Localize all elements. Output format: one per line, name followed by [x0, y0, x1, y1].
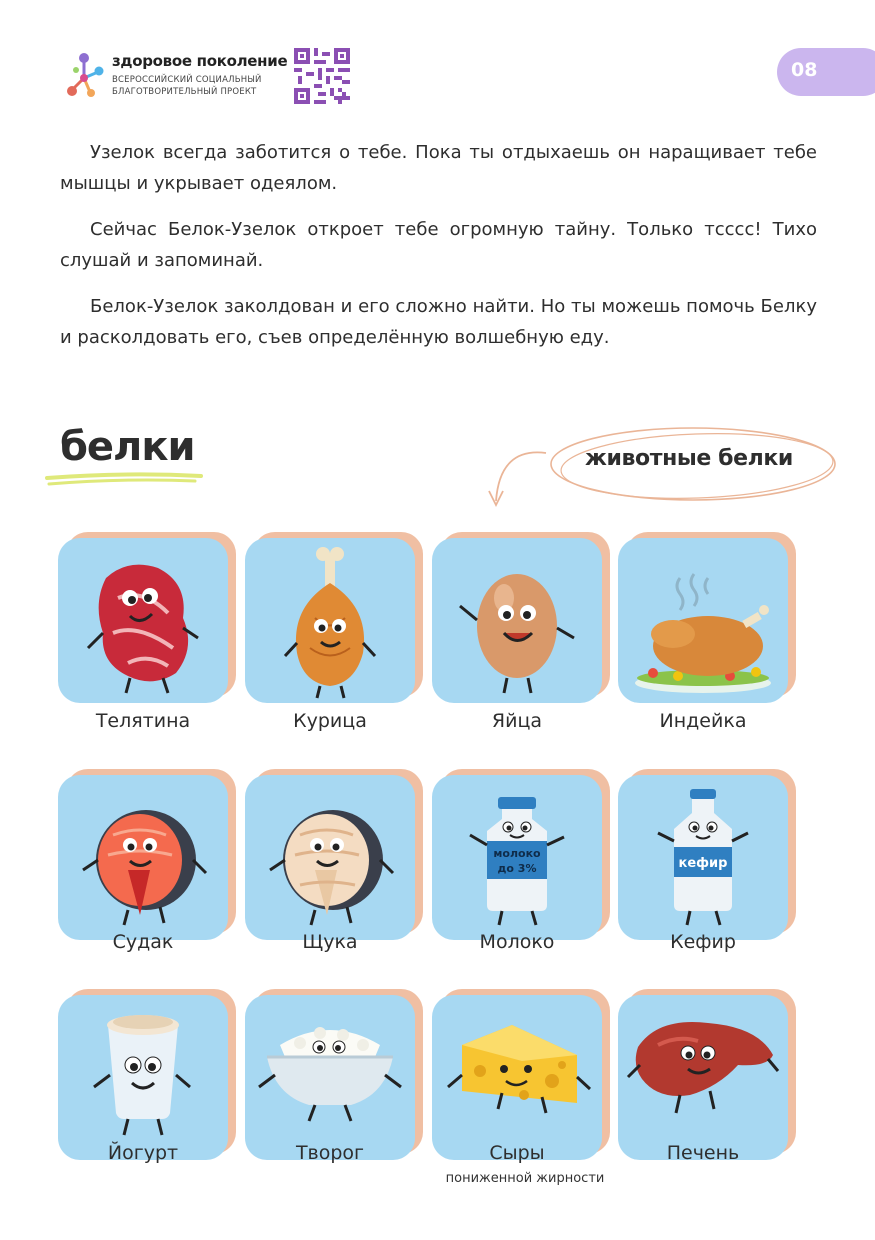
food-label-liver: Печень	[666, 1142, 740, 1164]
food-label-cottage-cheese: Творог	[295, 1142, 365, 1164]
project-logo	[64, 48, 288, 104]
food-card-milk	[432, 775, 602, 940]
cottage-cheese-bowl-icon	[245, 995, 415, 1160]
pike-steak-icon	[245, 775, 415, 940]
food-card-kefir	[618, 775, 788, 940]
food-card-cottage-cheese	[245, 995, 415, 1160]
liver-icon	[618, 995, 788, 1160]
food-card-yogurt	[58, 995, 228, 1160]
cheese-wedge-icon	[432, 995, 602, 1160]
page-number-badge	[777, 48, 875, 96]
food-card-cheese	[432, 995, 602, 1160]
food-label-chicken: Курица	[293, 710, 367, 732]
kefir-pack-text: кефир	[678, 856, 728, 871]
food-card-pike	[245, 775, 415, 940]
logo-subtitle: ВСЕРОССИЙСКИЙ СОЦИАЛЬНЫЙ БЛАГОТВОРИТЕЛЬНЫЙ ПРОЕКТ	[112, 75, 262, 97]
molecule-logo-icon	[64, 50, 106, 100]
kefir-bottle-icon	[618, 775, 788, 940]
curved-arrow-icon	[480, 445, 550, 515]
section-title: белки	[60, 424, 195, 470]
veal-icon	[58, 538, 228, 703]
paragraph-1: Узелок всегда заботится о тебе. Пока ты отдыхаешь он наращивает тебе мышцы и укрывает одеялом.	[60, 142, 817, 194]
food-card-zander	[58, 775, 228, 940]
food-label-veal: Телятина	[95, 710, 191, 732]
chicken-leg-icon	[245, 538, 415, 703]
yogurt-cup-icon	[58, 995, 228, 1160]
food-note-cheese: пониженной жирности	[445, 1171, 605, 1186]
food-label-eggs: Яйца	[491, 710, 543, 732]
paragraph-2: Сейчас Белок-Узелок откроет тебе огромную тайну. Только тсссс! Тихо слушай и запоминай.	[60, 219, 817, 271]
food-label-yogurt: Йогурт	[107, 1142, 179, 1164]
milk-pack-text-2: до 3%	[497, 862, 537, 875]
food-label-turkey: Индейка	[659, 710, 747, 732]
food-label-pike: Щука	[302, 931, 358, 953]
qr-code-icon[interactable]	[294, 48, 350, 104]
page-number: 08	[791, 59, 818, 81]
food-card-liver	[618, 995, 788, 1160]
salmon-steak-icon	[58, 775, 228, 940]
milk-pack-text-1: молоко	[493, 847, 541, 860]
food-label-cheese: Сыры	[489, 1142, 545, 1164]
food-card-turkey	[618, 538, 788, 703]
title-underline-decoration	[45, 470, 205, 488]
tag-label: животные белки	[585, 446, 793, 471]
roast-turkey-icon	[618, 538, 788, 703]
logo-title: здоровое поколение	[112, 52, 288, 70]
food-card-chicken	[245, 538, 415, 703]
food-label-milk: Молоко	[479, 931, 555, 953]
egg-icon	[432, 538, 602, 703]
paragraph-3: Белок-Узелок заколдован и его сложно найти. Но ты можешь помочь Белку и расколдовать его, съев определённую волшебную еду.	[60, 296, 817, 348]
food-card-eggs	[432, 538, 602, 703]
milk-bottle-icon	[432, 775, 602, 940]
food-label-zander: Судак	[112, 931, 174, 953]
food-label-kefir: Кефир	[670, 931, 736, 953]
food-card-veal	[58, 538, 228, 703]
animal-protein-tag	[545, 420, 845, 510]
